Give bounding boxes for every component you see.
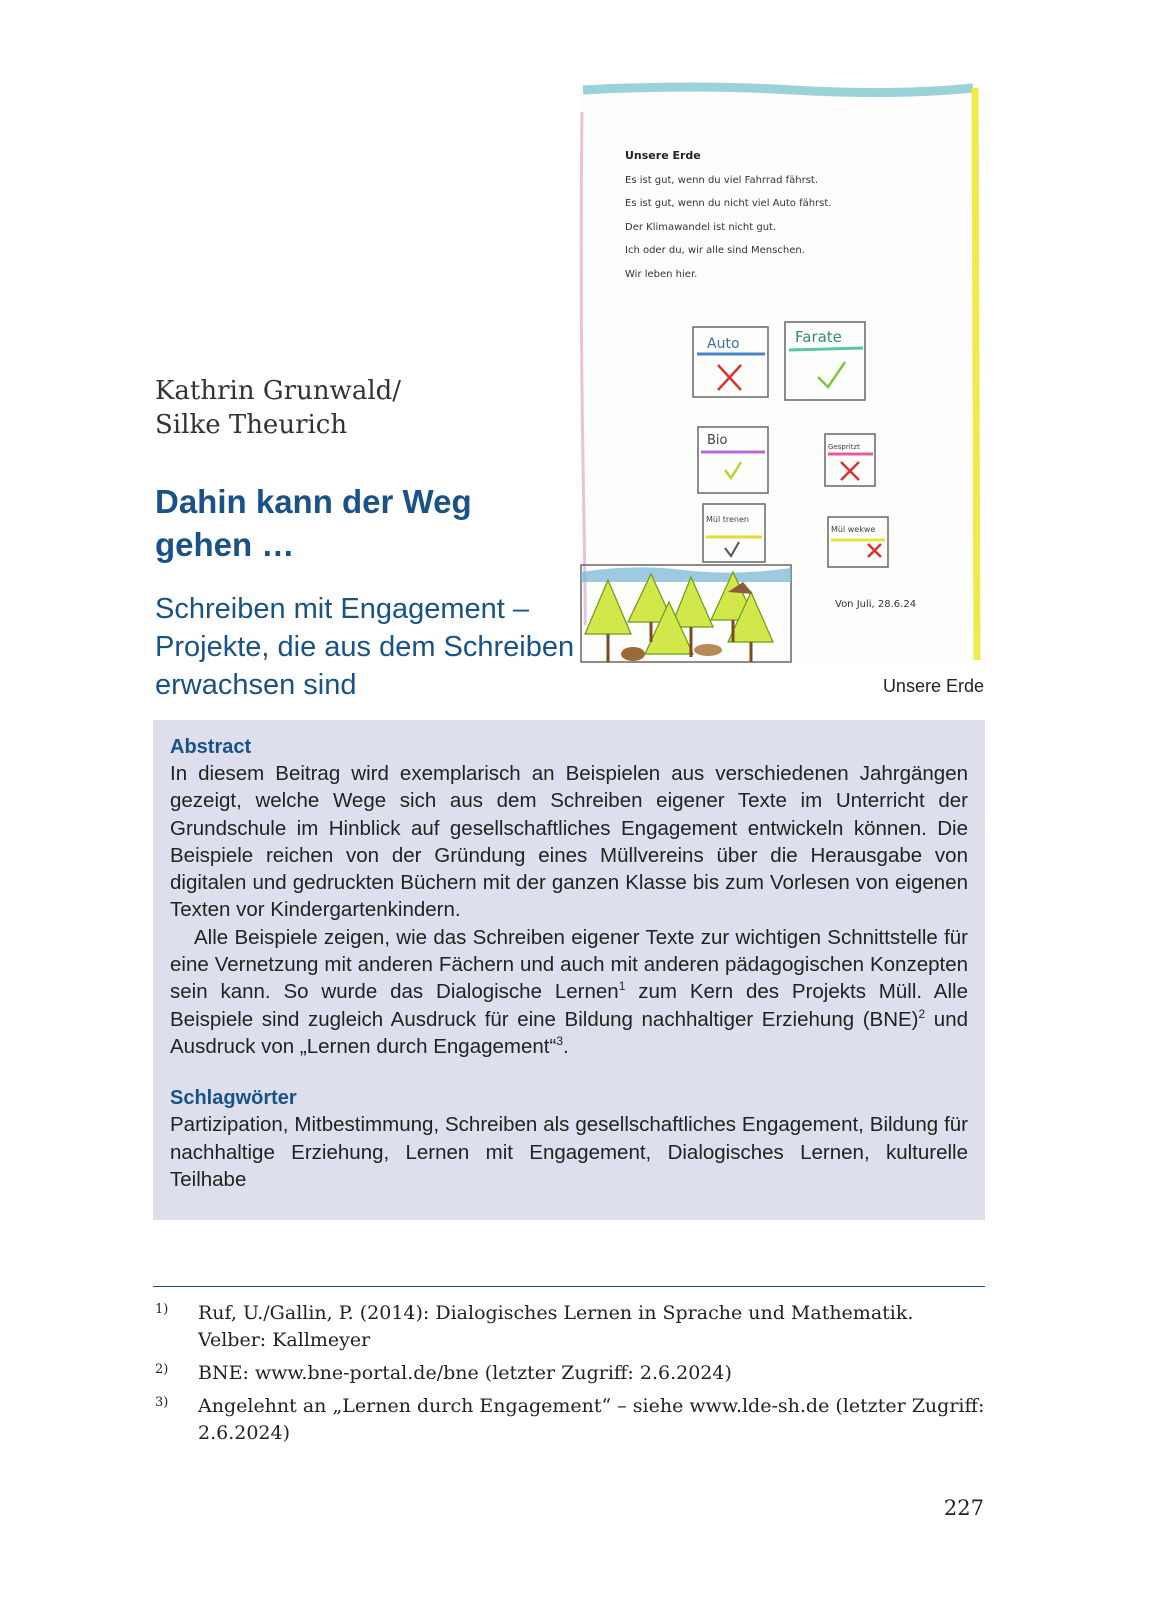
abstract-heading: Abstract xyxy=(170,736,252,758)
drawing-line: Ich oder du, wir alle sind Menschen. xyxy=(625,245,805,256)
child-drawing-figure xyxy=(573,82,983,667)
abstract-box xyxy=(153,720,985,1220)
footnote xyxy=(155,1360,985,1387)
abstract-text: Alle Beispiele zeigen, wie das Schreiben eigener Texte zur wichtigen Schnittstelle für eine Vernetzung mit anderen Fächern und auch mit anderen pädagogischen Konzepten sein kann. So wurde das Dialogische Lernen xyxy=(170,925,968,1004)
footnote-text: Angelehnt an „Lernen durch Engagement“ – siehe www.lde-sh.de (letzter Zugriff: 2.6.2024) xyxy=(198,1395,985,1444)
abstract-paragraph-1: In diesem Beitrag wird exemplarisch an Beispielen aus verschiedenen Jahrgängen gezeigt, welche Wege sich aus dem Schreiben eigener Texte im Unterricht der Grundschule im Hinblick auf gesellschaftliches Engagement entwickeln können. Die Beispiele reichen von der Gründung eines Müllvereins über die Herausgabe von digitalen und gedruckten Büchern mit der ganzen Klasse bis zum Vorlesen von eigenen Texten vor Kindergartenkindern. xyxy=(170,762,968,922)
drawing-box-label: Farate xyxy=(795,328,842,346)
article-subtitle: Schreiben mit Engagement – Projekte, die aus dem Schreiben erwachsen sind xyxy=(155,593,575,701)
article-title: Dahin kann der Weg gehen … xyxy=(155,483,472,563)
footnote-ref-1: 1 xyxy=(618,979,626,994)
footnote-number: 2) xyxy=(155,1362,169,1377)
drawing-box-label: Mül trenen xyxy=(706,515,749,524)
footnote-divider xyxy=(153,1286,985,1287)
drawing-box-label: Mül wekwe xyxy=(831,525,876,534)
drawing-line: Es ist gut, wenn du viel Fahrrad fährst. xyxy=(625,175,819,186)
abstract-paragraph-2 xyxy=(170,924,968,1060)
page-number: 227 xyxy=(943,1496,984,1520)
author-line-1: Kathrin Grunwald/ xyxy=(155,376,402,406)
drawing-box-label: Bio xyxy=(707,433,728,448)
keywords-text: Partizipation, Mitbestimmung, Schreiben als gesellschaftliches Engagement, Bildung für nachhaltige Erziehung, Lernen mit Engagement, Dialogisches Lernen, kulturelle Teilhabe xyxy=(170,1113,968,1191)
drawing-line: Wir leben hier. xyxy=(625,269,698,280)
authors xyxy=(155,374,401,442)
footnote-text: Ruf, U./Gallin, P. (2014): Dialogisches Lernen in Sprache und Mathematik. Velber: Kallmeyer xyxy=(198,1302,914,1351)
drawing-line: Der Klimawandel ist nicht gut. xyxy=(625,222,777,233)
footnote-ref-3: 3 xyxy=(556,1034,563,1049)
footnote-number: 3) xyxy=(155,1395,169,1410)
abstract-text: zum Kern des Projekts Müll. Alle Beispiele sind zugleich Ausdruck für eine Bildung nachhaltiger Erziehung (BNE) xyxy=(170,980,968,1031)
footnote-ref-2: 2 xyxy=(918,1006,926,1021)
drawing-heading: Unsere Erde xyxy=(625,149,701,162)
abstract-text: und Ausdruck von „Lernen durch Engagement“ xyxy=(170,1007,968,1058)
footnotes xyxy=(155,1300,985,1453)
drawing-box-label: Gespritzt xyxy=(828,443,860,451)
keywords-heading: Schlagwörter xyxy=(170,1087,297,1110)
footnote-text: BNE: www.bne-portal.de/bne (letzter Zugriff: 2.6.2024) xyxy=(198,1362,732,1384)
drawing-box-label: Auto xyxy=(707,336,740,352)
footnote xyxy=(155,1300,985,1354)
figure-caption: Unsere Erde xyxy=(882,676,984,696)
footnote xyxy=(155,1393,985,1447)
author-line-2: Silke Theurich xyxy=(155,410,348,440)
child-drawing-image xyxy=(573,82,983,667)
drawing-signature: Von Juli, 28.6.24 xyxy=(835,599,917,610)
abstract-text: . xyxy=(563,1034,569,1058)
drawing-line: Es ist gut, wenn du nicht viel Auto fährst. xyxy=(625,198,832,209)
footnote-number: 1) xyxy=(155,1302,169,1317)
